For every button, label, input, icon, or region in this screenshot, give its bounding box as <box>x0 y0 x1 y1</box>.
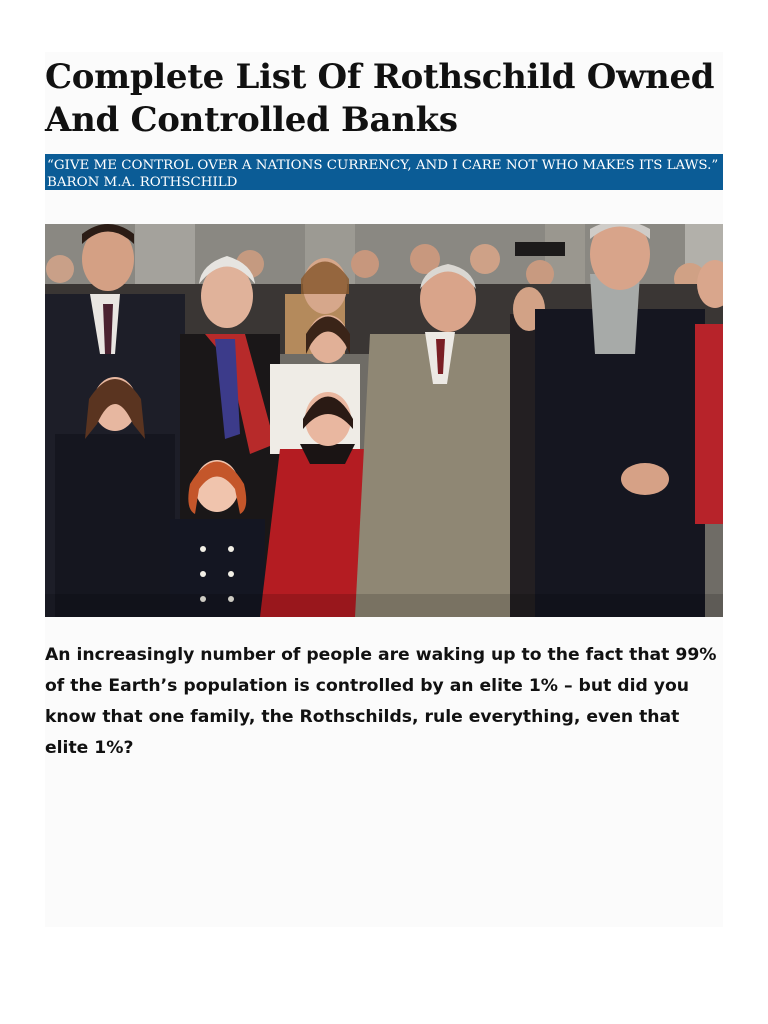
article-body: An increasingly number of people are waking up to the fact that 99% of the Earth’s population is controlled by an elite 1% – but did you know that one family, the Rothschilds, rule everything, even that elite 1%? <box>45 645 717 758</box>
article-title: Complete List Of Rothschild Owned And Controlled Banks <box>45 57 715 140</box>
article-photo <box>45 224 723 617</box>
quote-banner: “GIVE ME CONTROL OVER A NATIONS CURRENCY, AND I CARE NOT WHO MAKES ITS LAWS.” BARON M.A. ROTHSCHILD <box>45 154 723 190</box>
article-container <box>45 52 723 927</box>
group-photo-illustration <box>45 224 723 617</box>
